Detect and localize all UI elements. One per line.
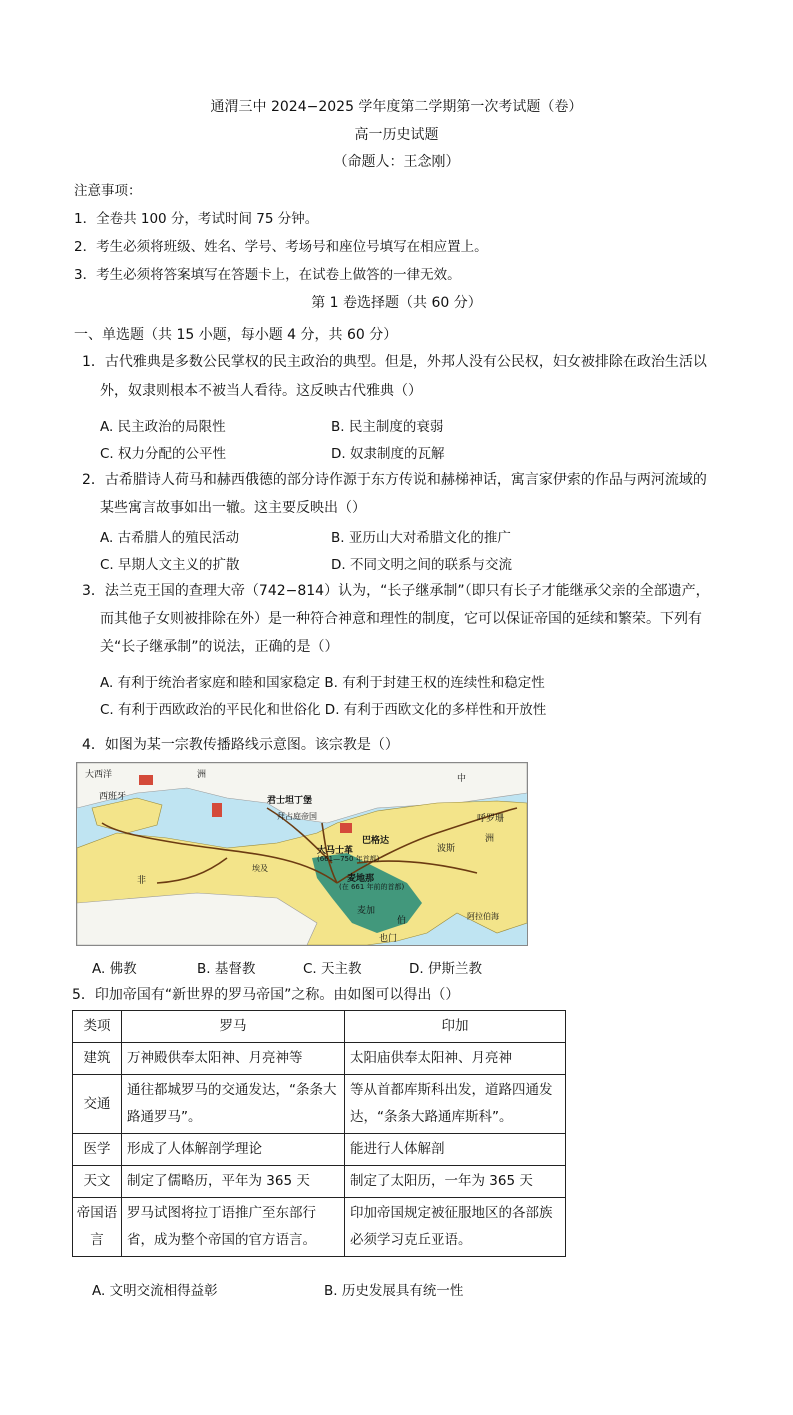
religion-spread-map xyxy=(76,762,528,946)
q3-options-cd[interactable]: C. 有利于西欧政治的平民化和世俗化 D. 有利于西欧文化的多样性和开放性 xyxy=(100,702,547,718)
q2-option-a[interactable]: A. 古希腊人的殖民活动 xyxy=(100,530,240,546)
note-item: 3．考生必须将答案填写在答题卡上，在试卷上做答的一律无效。 xyxy=(74,267,461,283)
q1-stem-line: 外，奴隶则根本不被当人看待。这反映古代雅典（） xyxy=(100,383,422,399)
q1-option-d[interactable]: D. 奴隶制度的瓦解 xyxy=(331,446,445,462)
exam-title: 通渭三中 2024−2025 学年度第二学期第一次考试题（卷） xyxy=(210,99,583,115)
note-item: 2．考生必须将班级、姓名、学号、考场号和座位号填写在相应置上。 xyxy=(74,239,488,255)
q3-options-ab[interactable]: A. 有利于统治者家庭和睦和国家稳定 B. 有利于封建王权的连续性和稳定性 xyxy=(100,675,545,691)
map-label: 波斯 xyxy=(437,844,456,854)
q3-stem-line: 3．法兰克王国的查理大帝（742−814）认为，“长子继承制”（即只有长子才能继承父亲的全部遗产， xyxy=(82,583,710,599)
table-cell: 医学 xyxy=(73,1134,122,1166)
map-label: (661—750 年首都) xyxy=(317,855,380,863)
q2-option-c[interactable]: C. 早期人文主义的扩散 xyxy=(100,557,240,573)
q5-option-b[interactable]: B. 历史发展具有统一性 xyxy=(324,1283,464,1299)
map-label: 君士坦丁堡 xyxy=(267,796,313,806)
map-label: 伯 xyxy=(397,916,407,926)
table-cell: 太阳庙供奉太阳神、月亮神 xyxy=(345,1043,566,1075)
notes-heading: 注意事项： xyxy=(74,183,142,199)
q1-option-c[interactable]: C. 权力分配的公平性 xyxy=(100,446,227,462)
table-cell: 交通 xyxy=(73,1075,122,1134)
table-cell: 能进行人体解剖 xyxy=(345,1134,566,1166)
q2-stem-line: 2．古希腊诗人荷马和赫西俄德的部分诗作源于东方传说和赫梯神话，寓言家伊索的作品与两河流域的 xyxy=(82,472,707,488)
table-row xyxy=(73,1166,566,1198)
map-label: 也门 xyxy=(379,934,398,944)
map-label: (在 661 年前的首都) xyxy=(339,883,405,891)
table-row xyxy=(73,1198,566,1257)
q4-option-a[interactable]: A. 佛教 xyxy=(92,961,137,977)
table-header: 印加 xyxy=(345,1011,566,1043)
q2-option-d[interactable]: D. 不同文明之间的联系与交流 xyxy=(331,557,512,573)
q1-option-b[interactable]: B. 民主制度的衰弱 xyxy=(331,419,444,435)
q3-stem-line: 而其他子女则被排除在外）是一种符合神意和理性的制度，它可以保证帝国的延续和繁荣。下列有 xyxy=(100,611,702,627)
map-red-patch xyxy=(340,823,352,833)
map-label: 巴格达 xyxy=(362,836,390,846)
section-title: 第 1 卷选择题（共 60 分） xyxy=(311,295,482,311)
table-cell: 天文 xyxy=(73,1166,122,1198)
map-label: 中 xyxy=(457,774,467,784)
map-label: 拜占庭帝国 xyxy=(277,812,317,821)
table-row xyxy=(73,1134,566,1166)
table-header-row xyxy=(73,1011,566,1043)
map-label: 埃及 xyxy=(252,864,268,873)
table-cell: 帝国语言 xyxy=(73,1198,122,1257)
map-africa-south xyxy=(77,893,317,945)
map-svg xyxy=(77,763,527,945)
table-cell: 印加帝国规定被征服地区的各部族必须学习克丘亚语。 xyxy=(345,1198,566,1257)
q3-stem-line: 关“长子继承制”的说法，正确的是（） xyxy=(100,639,339,655)
q2-stem-line: 某些寓言故事如出一辙。这主要反映出（） xyxy=(100,500,366,516)
q4-option-d[interactable]: D. 伊斯兰教 xyxy=(409,961,482,977)
exam-author: （命题人：王念刚） xyxy=(333,154,460,170)
map-label: 洲 xyxy=(485,834,495,844)
map-label: 阿拉伯海 xyxy=(467,912,499,921)
map-label: 大马士革 xyxy=(317,846,354,856)
map-label: 西班牙 xyxy=(99,792,127,802)
q1-option-a[interactable]: A. 民主政治的局限性 xyxy=(100,419,226,435)
table-cell: 形成了人体解剖学理论 xyxy=(122,1134,345,1166)
q4-stem-line: 4．如图为某一宗教传播路线示意图。该宗教是（） xyxy=(82,737,399,753)
table-row xyxy=(73,1043,566,1075)
exam-subtitle: 高一历史试题 xyxy=(354,127,439,143)
q5-option-a[interactable]: A. 文明交流相得益彰 xyxy=(92,1283,218,1299)
q4-option-b[interactable]: B. 基督教 xyxy=(197,961,256,977)
comparison-table xyxy=(72,1010,566,1257)
table-cell: 建筑 xyxy=(73,1043,122,1075)
map-label: 非 xyxy=(137,876,147,886)
table-header: 罗马 xyxy=(122,1011,345,1043)
map-label: 麦地那 xyxy=(347,874,375,884)
q1-stem-line: 1．古代雅典是多数公民掌权的民主政治的典型。但是，外邦人没有公民权，妇女被排除在政治生活以 xyxy=(82,354,707,370)
table-cell: 通往都城罗马的交通发达，“条条大路通罗马”。 xyxy=(122,1075,345,1134)
q5-stem-line: 5．印加帝国有“新世界的罗马帝国”之称。由如图可以得出（） xyxy=(72,987,460,1003)
map-red-patch xyxy=(212,803,222,817)
q2-option-b[interactable]: B. 亚历山大对希腊文化的推广 xyxy=(331,530,511,546)
table-cell: 罗马试图将拉丁语推广至东部行省，成为整个帝国的官方语言。 xyxy=(122,1198,345,1257)
note-item: 1．全卷共 100 分，考试时间 75 分钟。 xyxy=(74,211,319,227)
map-label: 洲 xyxy=(197,770,207,780)
table-row xyxy=(73,1075,566,1134)
table-cell: 制定了太阳历，一年为 365 天 xyxy=(345,1166,566,1198)
map-label: 呼罗珊 xyxy=(477,814,505,824)
table-cell: 等从首都库斯科出发，道路四通发达，“条条大路通库斯科”。 xyxy=(345,1075,566,1134)
map-label: 麦加 xyxy=(357,906,376,916)
part-title: 一、单选题（共 15 小题，每小题 4 分，共 60 分） xyxy=(74,327,398,343)
table-cell: 制定了儒略历，平年为 365 天 xyxy=(122,1166,345,1198)
q4-option-c[interactable]: C. 天主教 xyxy=(303,961,362,977)
map-red-patch xyxy=(139,775,153,785)
map-spain-land xyxy=(92,798,162,833)
map-label: 大西洋 xyxy=(85,770,113,780)
table-cell: 万神殿供奉太阳神、月亮神等 xyxy=(122,1043,345,1075)
table-header: 类项 xyxy=(73,1011,122,1043)
